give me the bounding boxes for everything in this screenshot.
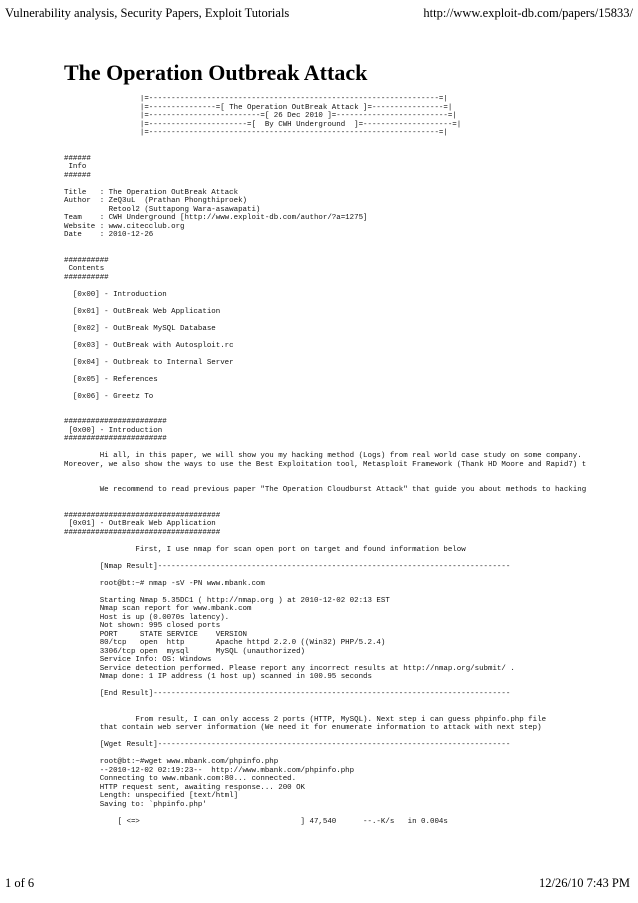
print-header-title: Vulnerability analysis, Security Papers, Exploit Tutorials	[5, 6, 290, 20]
print-timestamp: 12/26/10 7:43 PM	[539, 876, 630, 890]
page-title: The Operation Outbreak Attack	[64, 60, 368, 85]
print-header-url: http://www.exploit-db.com/papers/15833/	[423, 6, 633, 20]
paper-body: |=-----------------------------------------------------------------=| |=---------------=[ The Operation OutBreak Attack ]=----------------=| |=-------------------------=[ 26 Dec 2010 ]=-------------------------=| |=----------------------=[ By CWH Underground ]=--------------------=| |=-----------------------------------------------------------------=| ###### Info ###### Title : The Operation OutBreak Attack Author : ZeQ3uL (Prathan Phongthiproek) Retool2 (Suttapong Wara-asawapati) Team : CWH Underground [http://www.exploit-db.com/author/?a=1275] Website : www.citecclub.org Date : 2010-12-26 ########## Contents ########## [0x00] - Introduction [0x01] - OutBreak Web Application [0x02] - OutBreak MySQL Database [0x03] - OutBreak with Autosploit.rc [0x04] - Outbreak to Internal Server [0x05] - References [0x06] - Greetz To ####################### [0x00] - Introduction ####################### Hi all, in this paper, we will show you my hacking method (Logs) from real world case study on some company. Moreover, we also show the ways to use the Best Exploitation tool, Metasploit Framework (Thank HD Moore and Rapid7) t We recommend to read previous paper "The Operation Cloudburst Attack" that guide you about methods to hacking ################################### [0x01] - OutBreak Web Application ################################### First, I use nmap for scan open port on target and found information below [Nmap Result]------------------------------------------------------------------------------- root@bt:~# nmap -sV -PN www.mbank.com Starting Nmap 5.35DC1 ( http://nmap.org ) at 2010-12-02 02:13 EST Nmap scan report for www.mbank.com Host is up (0.0070s latency). Not shown: 995 closed ports PORT STATE SERVICE VERSION 80/tcp open http Apache httpd 2.2.0 ((Win32) PHP/5.2.4) 3306/tcp open mysql MySQL (unauthorized) Service Info: OS: Windows Service detection performed. Please report any incorrect results at http://nmap.org/submit/ . Nmap done: 1 IP address (1 host up) scanned in 100.95 seconds [End Result]-------------------------------------------------------------------------------- From result, I can only access 2 ports (HTTP, MySQL). Next step i can guess phpinfo.php file that contain web server information (We need it for enumerate information to attack with next step) [Wget Result]------------------------------------------------------------------------------- root@bt:~#wget www.mbank.com/phpinfo.php --2010-12-02 02:19:23-- http://www.mbank.com/phpinfo.php Connecting to www.mbank.com:80... connected. HTTP request sent, awaiting response... 200 OK Length: unspecified [text/html] Saving to: `phpinfo.php' [ <=> ] 47,540 --.-K/s in 0.004s	[64, 95, 587, 826]
page-number: 1 of 6	[5, 876, 35, 890]
